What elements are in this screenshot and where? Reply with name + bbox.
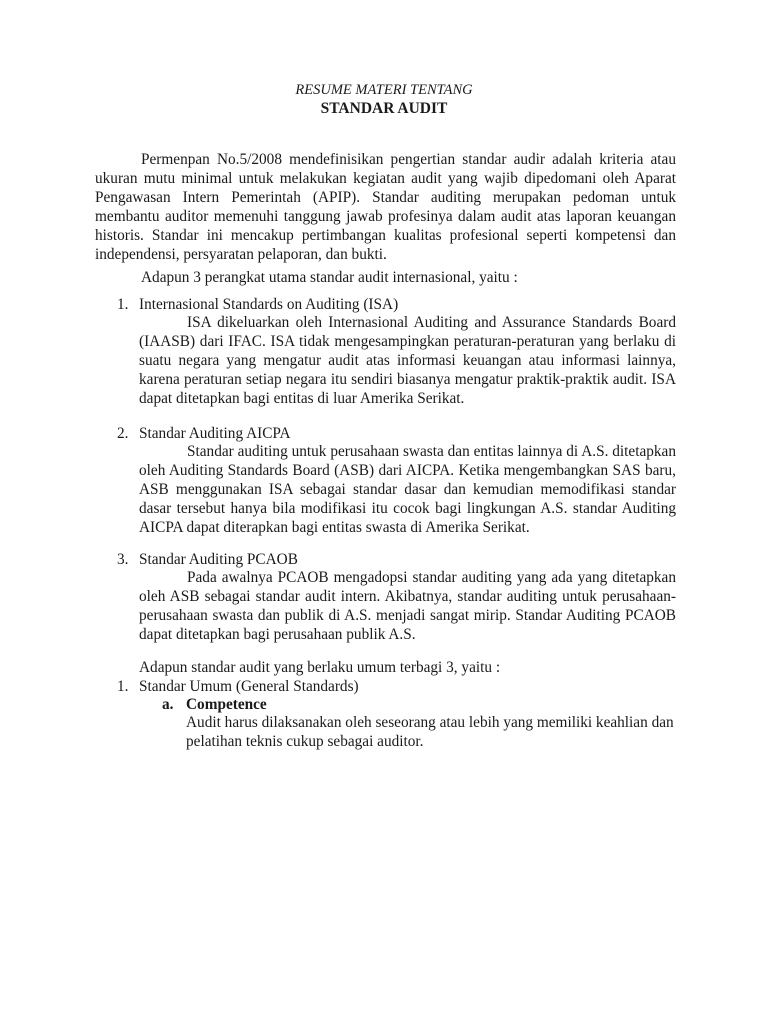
general-number: 1.: [117, 678, 129, 695]
lead-in-paragraph: Adapun 3 perangkat utama standar audit internasional, yaitu :: [141, 269, 518, 286]
sub-item-title: Competence: [186, 696, 267, 713]
sub-item-letter: a.: [162, 696, 174, 713]
document-subtitle: RESUME MATERI TENTANG: [295, 82, 473, 98]
item-title: Standar Auditing AICPA: [139, 425, 291, 442]
item-body: Pada awalnya PCAOB mengadopsi standar auditing yang ada yang ditetapkan oleh ASB sebagai standar audit intern. Akibatnya, standar auditing untuk perusahaan-perusahaan swasta dan publik di A.S. menjadi sangat mirip. Standar Auditing PCAOB dapat ditetapkan bagi perusahaan publik A.S.: [139, 569, 676, 643]
item-body: ISA dikeluarkan oleh Internasional Auditing and Assurance Standards Board (IAASB) dari IFAC. ISA tidak mengesampingkan peraturan-peraturan yang berlaku di suatu negara yang mengatur audit atas informasi keuangan atau informasi lainnya, karena peraturan setiap negara itu sendiri biasanya mengatur praktik-praktik audit. ISA dapat ditetapkan bagi entitas di luar Amerika Serikat.: [139, 314, 676, 407]
item-number: 3.: [117, 551, 129, 568]
general-title: Standar Umum (General Standards): [139, 678, 359, 695]
sub-item-body: Audit harus dilaksanakan oleh seseorang atau lebih yang memiliki keahlian dan pelatihan teknis cukup sebagai auditor.: [186, 714, 674, 750]
item-title: Standar Auditing PCAOB: [139, 551, 298, 568]
item-title: Internasional Standards on Auditing (ISA): [139, 296, 399, 313]
item-body: Standar auditing untuk perusahaan swasta dan entitas lainnya di A.S. ditetapkan oleh Auditing Standards Board (ASB) dari AICPA. Ketika mengembangkan SAS baru, ASB menggunakan ISA sebagai standar dasar dan kemudian memodifikasi standar dasar tersebut hanya bila modifikasi itu cocok bagi lingkungan A.S. standar Auditing AICPA dapat diterapkan bagi entitas swasta di Amerika Serikat.: [139, 443, 676, 536]
general-lead-in: Adapun standar audit yang berlaku umum terbagi 3, yaitu :: [139, 659, 501, 676]
document-title: STANDAR AUDIT: [320, 100, 448, 117]
intro-paragraph: Permenpan No.5/2008 mendefinisikan pengertian standar audir adalah kriteria atau ukuran mutu minimal untuk melakukan kegiatan audit yang wajib dipedomani oleh Aparat Pengawasan Intern Pemerintah (APIP). Standar auditing merupakan pedoman untuk membantu auditor memenuhi tanggung jawab profesinya dalam audit atas laporan keuangan historis. Standar ini mencakup pertimbangan kualitas profesional seperti kompetensi dan independensi, persyaratan pelaporan, dan bukti.: [95, 151, 676, 263]
item-number: 2.: [117, 425, 129, 442]
item-number: 1.: [117, 296, 129, 313]
